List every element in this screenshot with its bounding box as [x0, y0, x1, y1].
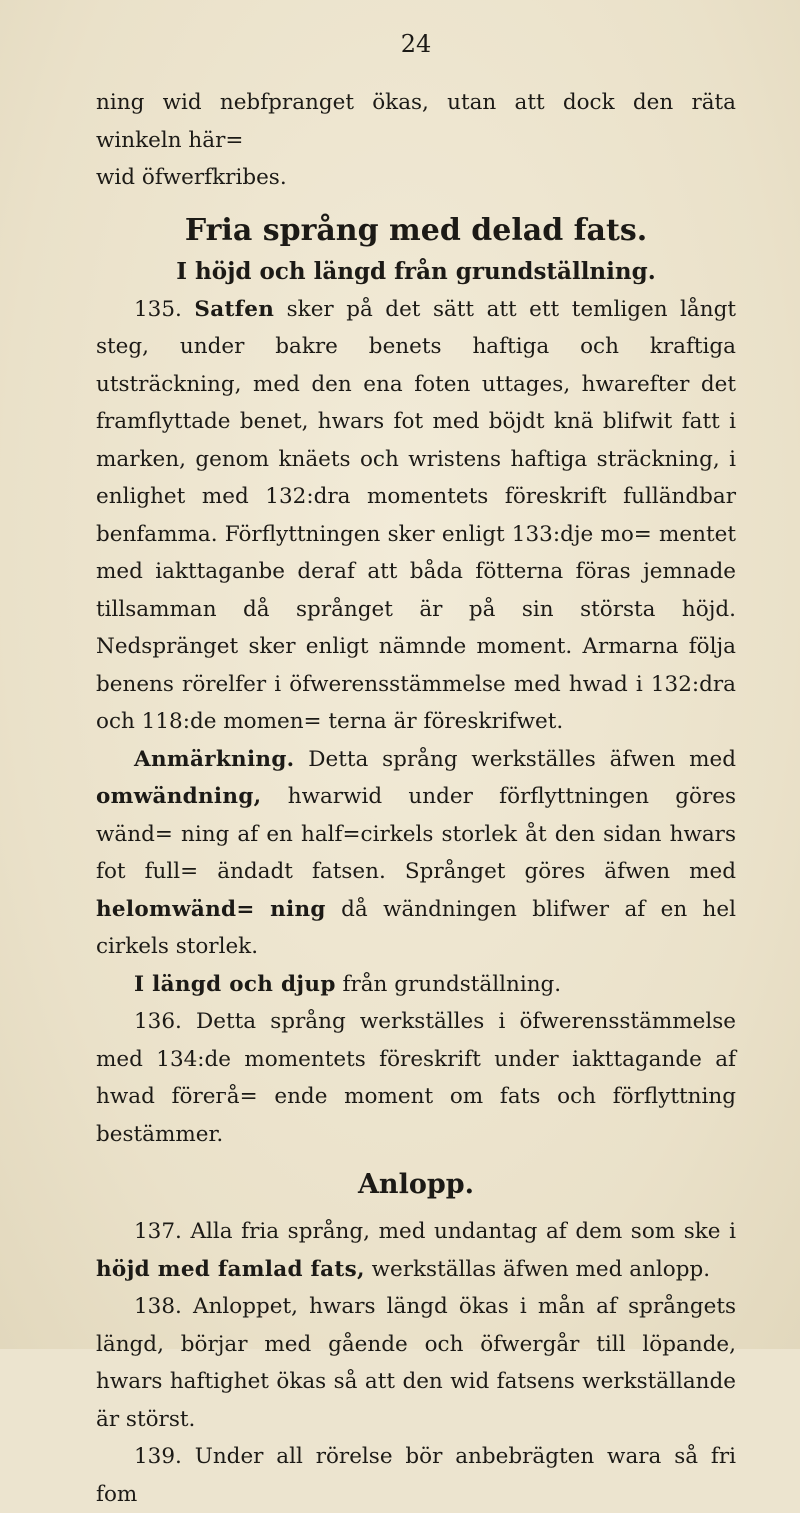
- text-line: ende moment om fats och förflyttning bestämmer.: [96, 1084, 736, 1147]
- text-line: med böjdt knä blifwit fatt i marken, genom knäets och wristens: [96, 409, 736, 472]
- subsection-heading: I höjd och längd från grundställning.: [176, 257, 656, 285]
- text-line: tillsamman då språnget är på sin största höjd. Nedspränget: [96, 596, 736, 659]
- text-line: 138. Anloppet, hwars längd ökas i mån af språngets: [134, 1294, 736, 1319]
- text-line: ning af en half=cirkels storlek åt den sidan hwars fot full=: [96, 821, 736, 884]
- page-number: 24: [400, 30, 432, 58]
- text-line: ena foten uttages, hwarefter det framflyttade benet, hwars fot: [96, 371, 736, 434]
- text-line: öfwerensstämmelse med hwad i 132:dra och 118:de momen=: [96, 671, 736, 734]
- text-line: haftighet ökas så att den wid fatsens werkställande är störst.: [96, 1369, 736, 1432]
- text-line: ändadt fatsen. Språnget göres äfwen med: [217, 859, 736, 884]
- section-heading-anlopp: Anlopp.: [357, 1169, 474, 1200]
- text-line: sker på det sätt att ett temligen långt steg,: [96, 296, 736, 359]
- text-line: under bakre benets haftiga och kraftiga utsträckning, med den: [96, 334, 736, 397]
- paragraph-135: [96, 291, 736, 741]
- text-line: 136. Detta språng werkställes i öfwerensstämmelse med: [96, 1009, 736, 1072]
- text-line: fulländbar benfamma. Förflyttningen sker enligt 133:dje mo=: [96, 484, 736, 547]
- section-heading: Fria språng med delad fats.: [184, 212, 648, 248]
- text-line: från grundställning.: [335, 971, 562, 997]
- paragraph-138: [96, 1288, 736, 1438]
- text-line: hwarwid under förflyttningen göres wänd=: [96, 784, 736, 847]
- paragraph-137: [96, 1213, 736, 1288]
- emphasis-term: helomwänd=: [96, 896, 255, 922]
- subsection-heading-bold: I längd och djup: [134, 971, 336, 997]
- text-line: werkställas äfwen med anlopp.: [364, 1256, 711, 1282]
- subsection-heading-inline: [96, 966, 736, 1004]
- text-line: mentet med iakttaganbe deraf att båda fötterna föras jemnade: [96, 521, 736, 584]
- text-line: Detta språng werkställes äfwen med: [294, 746, 736, 772]
- text-line: då wändningen blifwer af en hel cirkels storlek.: [96, 896, 736, 959]
- emphasis-term: Satfen: [194, 296, 275, 322]
- intro-paragraph: [96, 84, 736, 197]
- text-line: ning wid nebfpranget ökas, utan att dock den räta winkeln här=: [96, 90, 736, 153]
- text-line: wid öfwerfkribes.: [96, 165, 287, 190]
- emphasis-term: höjd med famlad fats,: [96, 1256, 365, 1282]
- text-line: 137. Alla fria språng, med undantag af dem som ske i: [134, 1219, 736, 1244]
- paragraph-139: [96, 1438, 736, 1513]
- emphasis-term: ning: [270, 896, 326, 922]
- paragraph-number: 135.: [134, 296, 182, 322]
- paragraph-136: [96, 1003, 736, 1153]
- text-line: sker enligt nämnde moment. Armarna följa benens rörelfer i: [96, 634, 736, 697]
- emphasis-term: omwändning,: [96, 784, 262, 809]
- text-line: 139. Under all rörelse bör anbebrägten wara så fri fom: [96, 1444, 736, 1507]
- text-line: längd, börjar med gående och öfwergår till löpande, hwars: [96, 1331, 736, 1394]
- remark-paragraph: [96, 741, 736, 966]
- text-line: terna är föreskrifwet.: [328, 709, 564, 734]
- text-line: haftiga sträckning, i enlighet med 132:dra momentets föreskrift: [96, 446, 736, 509]
- text-line: 134:de momentets föreskrift under iakttagande af hwad förегå=: [96, 1046, 736, 1109]
- remark-label: Anmärkning.: [134, 746, 295, 772]
